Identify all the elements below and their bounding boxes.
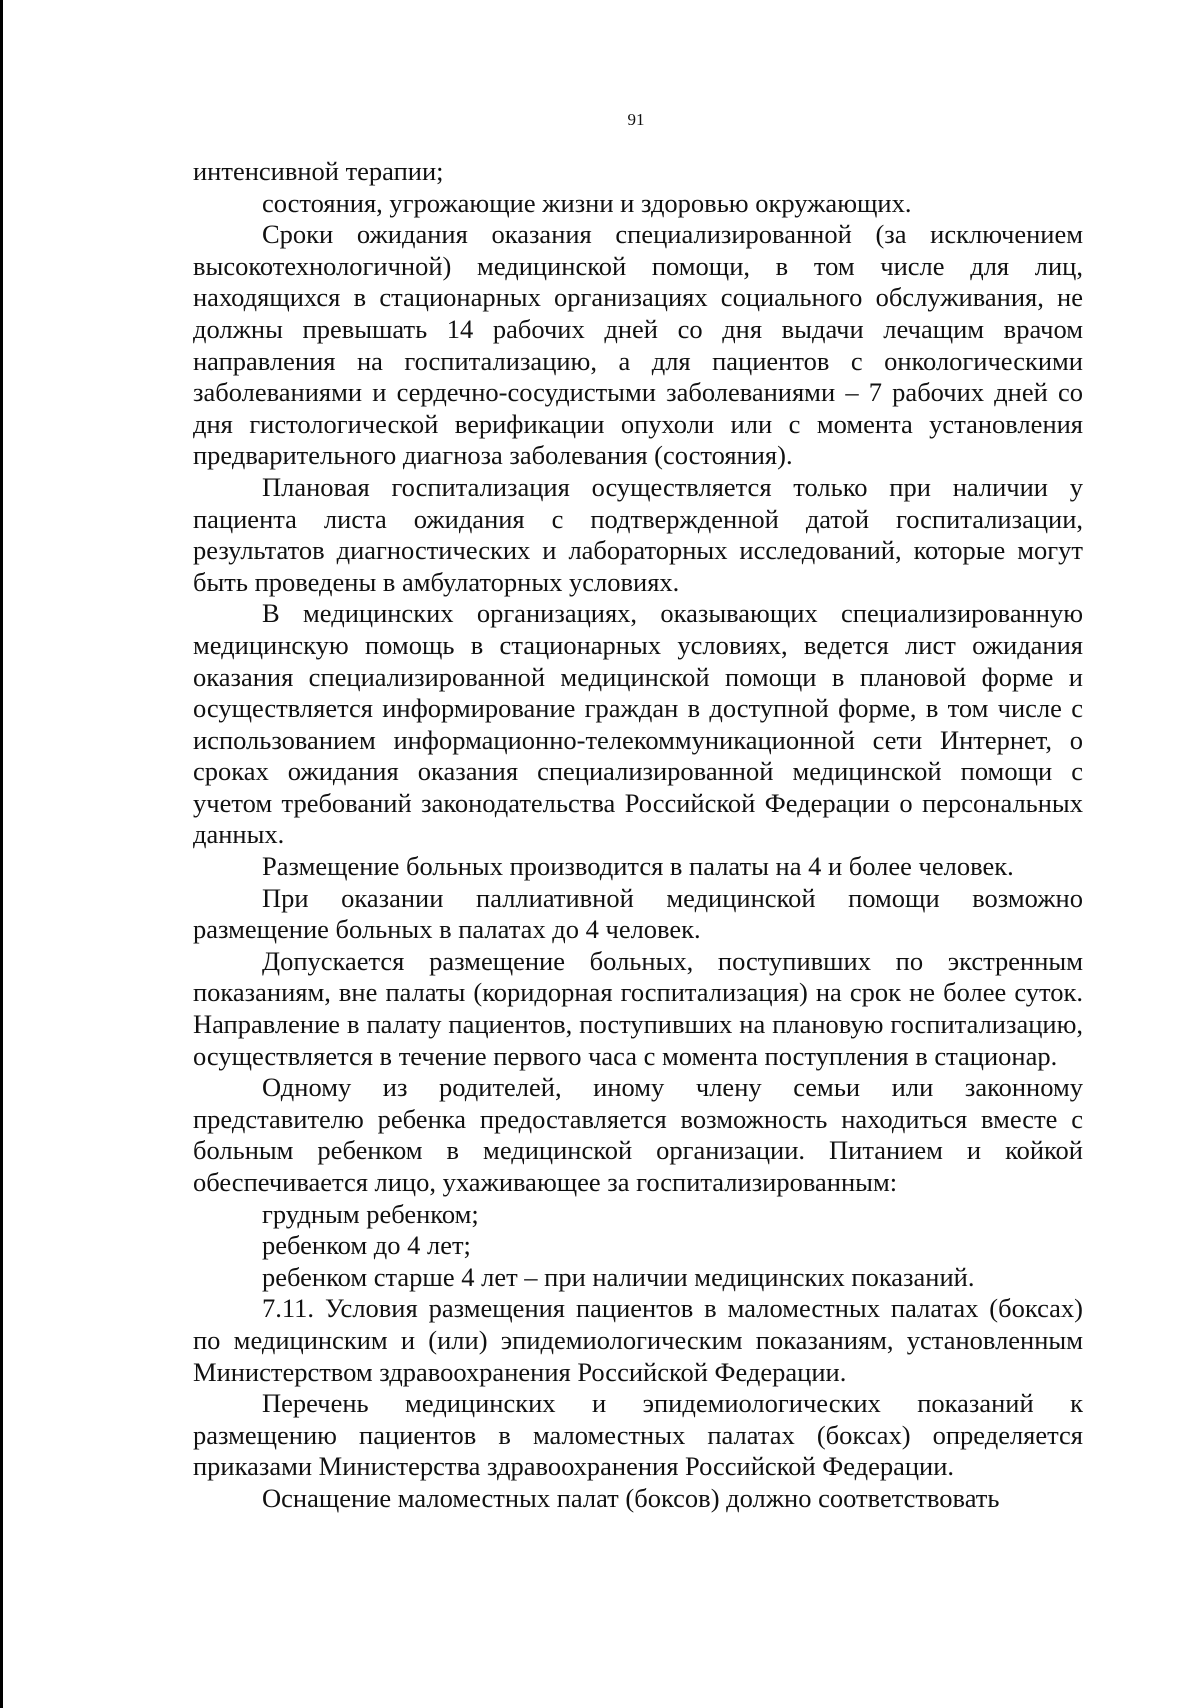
paragraph: При оказании паллиативной медицинской помощи возможно размещение больных в палатах до 4 человек. [193, 882, 1083, 945]
paragraph: Размещение больных производится в палаты на 4 и более человек. [262, 851, 1014, 882]
paragraph: ребенком до 4 лет; [262, 1230, 471, 1261]
paragraph: Допускается размещение больных, поступивших по экстренным показаниям, вне палаты (коридорная госпитализация) на срок не более суток. Направление в палату пациентов, поступивших на плановую госпитализацию, осуществляется в течение первого часа с момента поступления в стационар. [193, 945, 1083, 1071]
paragraph: 7.11. Условия размещения пациентов в маломестных палатах (боксах) по медицинским и (или) эпидемиологическим показаниям, установленным Министерством здравоохранения Российской Федерации. [193, 1293, 1083, 1387]
document-body [193, 156, 1083, 1515]
scan-edge [0, 0, 3, 1708]
paragraph: Перечень медицинских и эпидемиологических показаний к размещению пациентов в маломестных палатах (боксах) определяется приказами Министерства здравоохранения Российской Федерации. [193, 1388, 1083, 1482]
paragraph: Оснащение маломестных палат (боксов) должно соответствовать [262, 1482, 1000, 1513]
paragraph: ребенком старше 4 лет – при наличии медицинских показаний. [262, 1261, 975, 1292]
paragraph: Плановая госпитализация осуществляется только при наличии у пациента листа ожидания с подтвержденной датой госпитализации, результатов диагностических и лабораторных исследований, которые могут быть проведены в амбулаторных условиях. [193, 471, 1083, 597]
paragraph: Сроки ожидания оказания специализированной (за исключением высокотехнологичной) медицинской помощи, в том числе для лиц, находящихся в стационарных организациях социального обслуживания, не должны превышать 14 рабочих дней со дня выдачи лечащим врачом направления на госпитализацию, а для пациентов с онкологическими заболеваниями и сердечно-сосудистыми заболеваниями – 7 рабочих дней со дня гистологической верификации опухоли или с момента установления предварительного диагноза заболевания (состояния). [193, 219, 1083, 471]
paragraph: Одному из родителей, иному члену семьи или законному представителю ребенка предоставляется возможность находиться вместе с больным ребенком в медицинской организации. Питанием и койкой обеспечивается лицо, ухаживающее за госпитализированным: [193, 1072, 1083, 1197]
paragraph: состояния, угрожающие жизни и здоровью окружающих. [262, 187, 912, 218]
paragraph-continuation: интенсивной терапии; [193, 156, 444, 186]
paragraph: В медицинских организациях, оказывающих специализированную медицинскую помощь в стационарных условиях, ведется лист ожидания оказания специализированной медицинской помощи в плановой форме и осуществляется информирование граждан в доступной форме, в том числе с использованием информационно-телекоммуникационной сети Интернет, о сроках ожидания оказания специализированной медицинской помощи с учетом требований законодательства Российской Федерации о персональных данных. [193, 598, 1083, 850]
paragraph: грудным ребенком; [262, 1198, 479, 1229]
page-number: 91 [627, 110, 645, 129]
